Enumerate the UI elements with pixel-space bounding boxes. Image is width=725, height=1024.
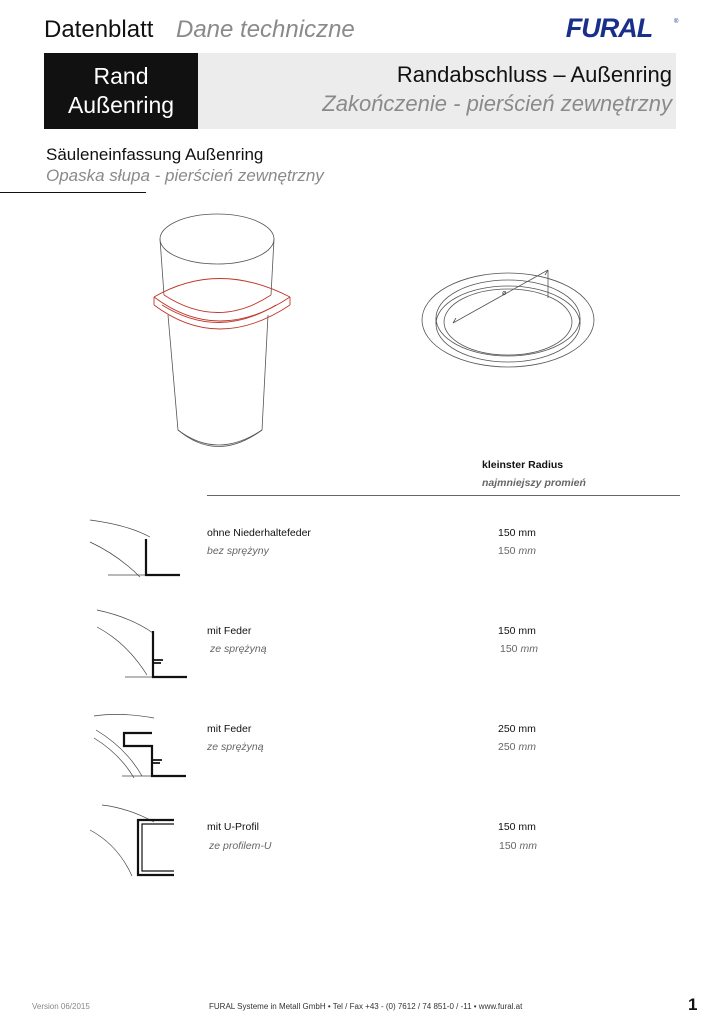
profile-drawing-with-spring-box xyxy=(92,708,188,780)
row-name-translation: ze sprężyną xyxy=(207,741,264,753)
column-header-translation: najmniejszy promień xyxy=(482,477,586,489)
column-illustration xyxy=(140,205,300,460)
category-box xyxy=(44,53,198,129)
row-value-translation: 250 mm xyxy=(498,741,536,753)
row-value: 150 mm xyxy=(498,821,536,833)
row-name-translation: ze profilem-U xyxy=(209,840,272,852)
profile-drawing-u-profile xyxy=(88,800,184,880)
row-name: mit Feder xyxy=(207,625,252,637)
product-title: Randabschluss – Außenring xyxy=(396,62,672,87)
logo-text: FURAL xyxy=(565,13,653,43)
fural-logo xyxy=(540,14,678,42)
svg-text:®: ® xyxy=(674,19,679,25)
section-title-translation: Opaska słupa - pierścień zewnętrzny xyxy=(46,166,324,185)
row-name: mit Feder xyxy=(207,723,252,735)
ring-illustration xyxy=(420,268,600,373)
profile-drawing-with-spring xyxy=(95,605,191,680)
section-rule xyxy=(0,192,146,193)
row-value-translation: 150 mm xyxy=(500,643,538,655)
version-label: Version 06/2015 xyxy=(32,1002,90,1011)
row-name-translation: bez sprężyny xyxy=(207,545,269,557)
row-name-translation: ze sprężyną xyxy=(210,643,267,655)
product-title-translation: Zakończenie - pierścień zewnętrzny xyxy=(322,91,672,116)
company-info: FURAL Systeme in Metall GmbH • Tel / Fax +43 - (0) 7612 / 74 851-0 / -11 • www.fural.at xyxy=(209,1002,523,1011)
product-title-box xyxy=(198,53,676,129)
row-value: 150 mm xyxy=(498,625,536,637)
page-title: Datenblatt xyxy=(44,16,154,43)
row-name: ohne Niederhaltefeder xyxy=(207,527,311,539)
row-name: mit U-Profil xyxy=(207,821,259,833)
section-title: Säuleneinfassung Außenring xyxy=(46,145,264,164)
category-line-1: Rand xyxy=(93,63,149,89)
category-line-2: Außenring xyxy=(67,92,175,118)
column-header: kleinster Radius xyxy=(482,459,564,471)
page-number: 1 xyxy=(688,995,698,1014)
row-value-translation: 150 mm xyxy=(498,545,536,557)
profile-drawing-without-spring xyxy=(88,515,184,580)
page-title-translation: Dane techniczne xyxy=(176,16,355,43)
row-value-translation: 150 mm xyxy=(499,840,537,852)
diameter-symbol: ø xyxy=(502,290,507,297)
table-rule xyxy=(207,495,680,496)
row-value: 150 mm xyxy=(498,527,536,539)
row-value: 250 mm xyxy=(498,723,536,735)
